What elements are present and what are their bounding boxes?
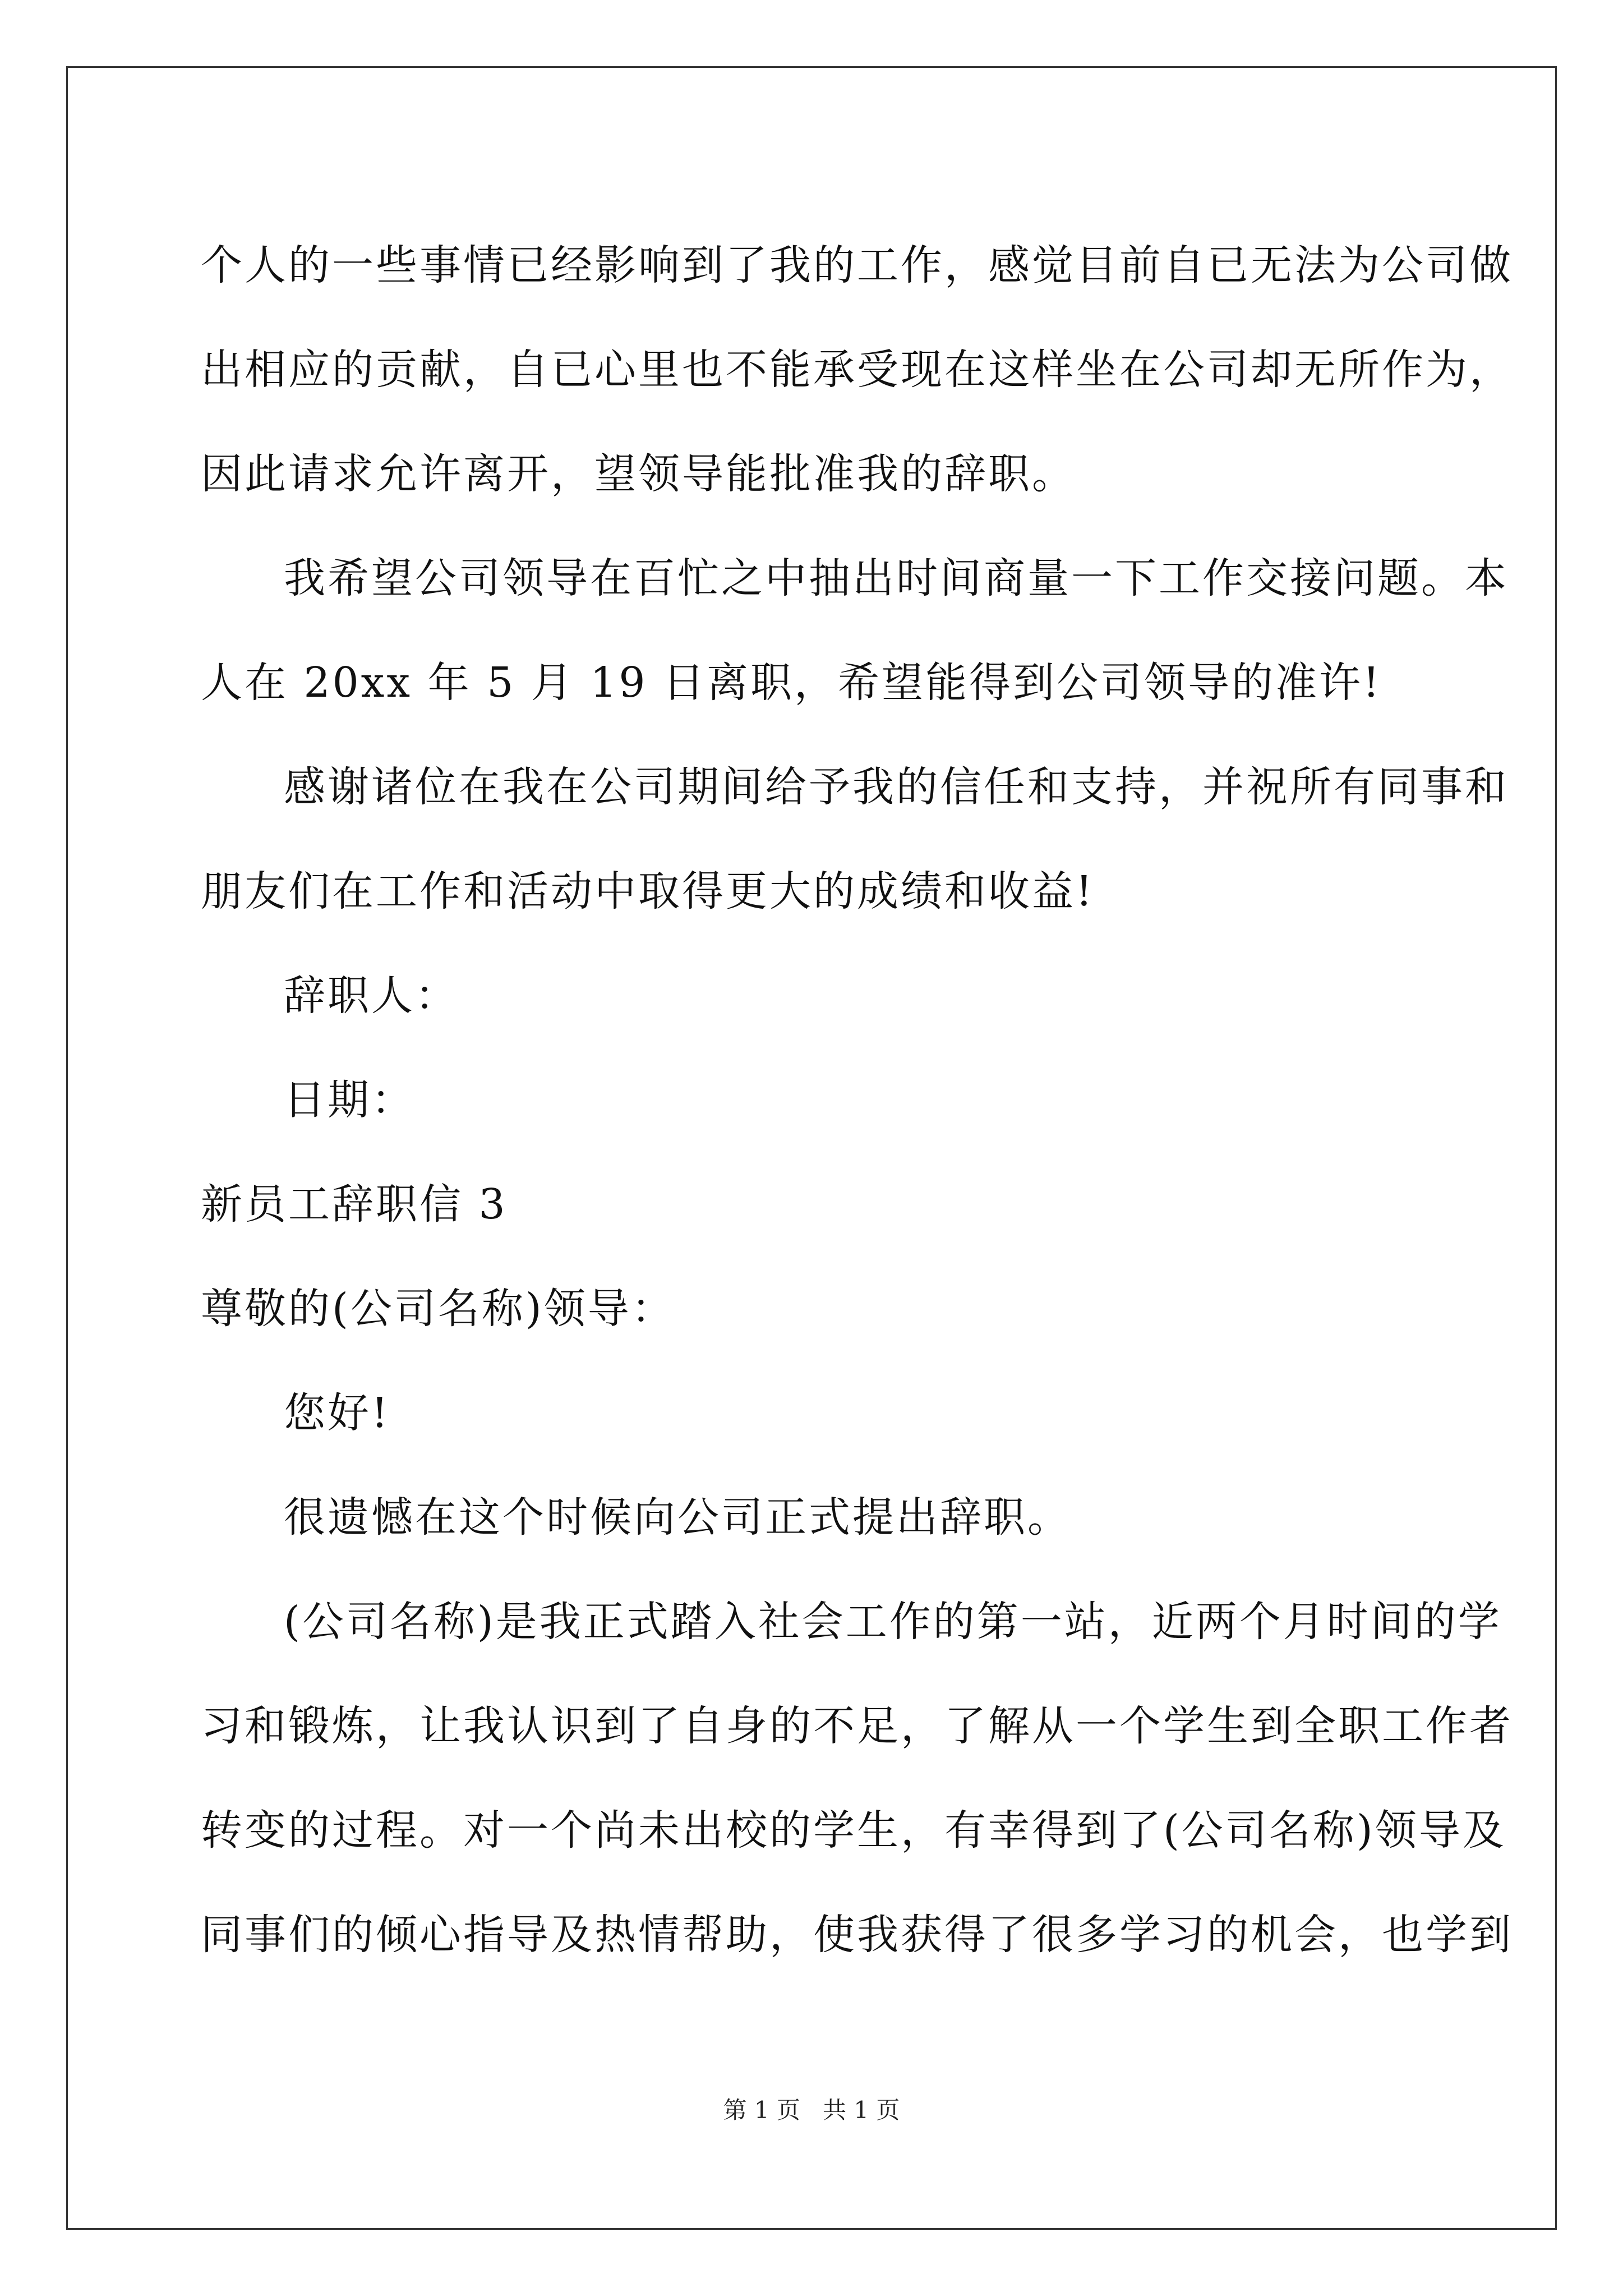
page-total: 共 1 页 xyxy=(823,2096,900,2124)
body-line: 转变的过程。对一个尚未出校的学生，有幸得到了(公司名称)领导及 xyxy=(201,1806,1506,1855)
page-number: 第 1 页 xyxy=(723,2096,800,2124)
body-line: 因此请求允许离开，望领导能批准我的辞职。 xyxy=(201,450,1076,498)
body-line: 人在 20xx 年 5 月 19 日离职，希望能得到公司领导的准许! xyxy=(201,659,1382,707)
body-line: 个人的一些事情已经影响到了我的工作，感觉目前自已无法为公司做 xyxy=(201,241,1513,289)
date-label: 日期： xyxy=(284,1076,415,1124)
body-line: (公司名称)是我正式踏入社会工作的第一站，近两个月时间的学 xyxy=(284,1598,1502,1646)
body-line: 同事们的倾心指导及热情帮助，使我获得了很多学习的机会，也学到 xyxy=(201,1911,1513,1959)
salutation: 尊敬的(公司名称)领导： xyxy=(201,1285,675,1333)
signature-label: 辞职人： xyxy=(284,972,459,1020)
document-body xyxy=(201,213,1513,1987)
body-line: 很遗憾在这个时候向公司正式提出辞职。 xyxy=(284,1493,1071,1542)
body-line: 我希望公司领导在百忙之中抽出时间商量一下工作交接问题。本 xyxy=(284,554,1509,602)
body-line: 朋友们在工作和活动中取得更大的成绩和收益! xyxy=(201,867,1095,915)
page-footer xyxy=(0,2093,1623,2127)
greeting: 您好! xyxy=(284,1389,390,1437)
body-line: 出相应的贡献，自已心里也不能承受现在这样坐在公司却无所作为， xyxy=(201,346,1513,394)
body-line: 习和锻炼，让我认识到了自身的不足，了解从一个学生到全职工作者 xyxy=(201,1702,1513,1750)
body-line: 感谢诸位在我在公司期间给予我的信任和支持，并祝所有同事和 xyxy=(284,763,1509,811)
section-heading: 新员工辞职信 3 xyxy=(201,1180,508,1228)
